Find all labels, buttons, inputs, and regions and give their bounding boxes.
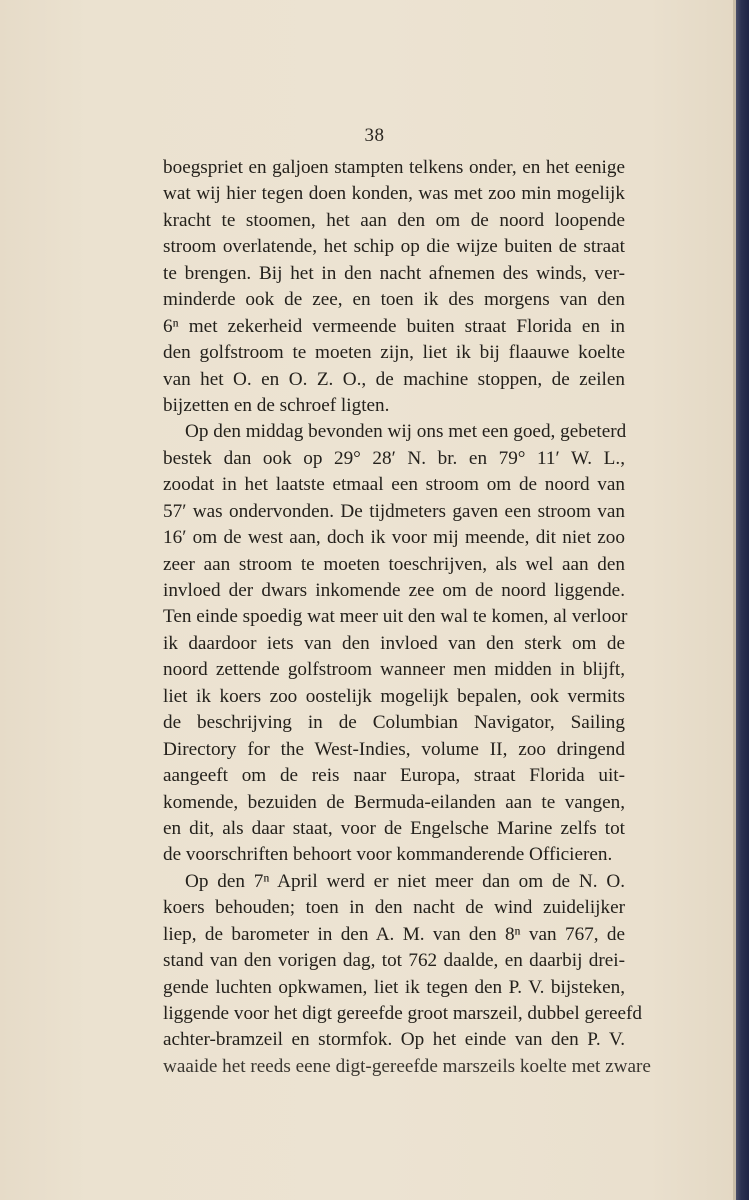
text-line: minderde ook de zee, en toen ik des morgens van den [163,289,625,311]
book-cover-edge [736,0,749,1200]
text-line: waaide het reeds eene digt-gereefde marszeils koelte met zware [163,1055,651,1077]
text-line: achter-bramzeil en stormfok. Op het einde van den P. V. [163,1029,625,1051]
text-line: aangeeft om de reis naar Europa, straat Florida uit- [163,765,625,787]
text-line: zoodat in het laatste etmaal een stroom om de noord van [163,474,625,496]
text-line: koers behouden; toen in den nacht de wind zuidelijker [163,897,625,919]
body-text [163,155,651,1080]
text-line: gende luchten opkwamen, liet ik tegen den P. V. bijsteken, [163,976,625,998]
page-number: 38 [364,125,385,146]
text-line: de voorschriften behoort voor kommanderende Officieren. [163,844,613,866]
text-line: te brengen. Bij het in den nacht afnemen des winds, ver- [163,262,625,284]
text-line: 6ⁿ met zekerheid vermeende buiten straat Florida en in [163,315,625,337]
text-line: stroom overlatende, het schip op die wijze buiten de straat [163,236,625,258]
text-line: ik daardoor iets van den invloed van den sterk om de [163,632,625,654]
text-line: 57′ was ondervonden. De tijdmeters gaven een stroom van [163,500,625,522]
text-line: de beschrijving in de Columbian Navigator, Sailing [163,712,625,734]
text-line: Directory for the West-Indies, volume II, zoo dringend [163,738,625,760]
text-line: liep, de barometer in den A. M. van den 8ⁿ van 767, de [163,923,625,945]
text-line: bestek dan ook op 29° 28′ N. br. en 79° 11′ W. L., [163,447,625,469]
text-line: stand van den vorigen dag, tot 762 daalde, en daarbij drei- [163,950,625,972]
text-line: boegspriet en galjoen stampten telkens onder, en het eenige [163,157,625,178]
text-line: wat wij hier tegen doen konden, was met zoo min mogelijk [163,183,625,205]
text-line: invloed der dwars inkomende zee om de noord liggende. [163,580,625,601]
text-line: den golfstroom te moeten zijn, liet ik bij flaauwe koelte [163,342,625,364]
text-line: noord zettende golfstroom wanneer men midden in blijft, [163,659,625,681]
text-line: Op den middag bevonden wij ons met een goed, gebeterd [185,421,627,443]
text-line: kracht te stoomen, het aan den om de noord loopende [163,209,625,231]
text-line: bijzetten en de schroef ligten. [163,394,390,416]
text-line: liet ik koers zoo oostelijk mogelijk bepalen, ook vermits [163,685,625,707]
text-line: van het O. en O. Z. O., de machine stoppen, de zeilen [163,368,625,390]
text-line: zeer aan stroom te moeten toeschrijven, als wel aan den [163,553,625,575]
text-line: Ten einde spoedig wat meer uit den wal te komen, al verloor [163,606,628,628]
text-line: 16′ om de west aan, doch ik voor mij meende, dit niet zoo [163,527,625,549]
text-line: en dit, als daar staat, voor de Engelsche Marine zelfs tot [163,817,625,839]
text-line: Op den 7ⁿ April werd er niet meer dan om de N. O. [185,870,625,892]
text-line: komende, bezuiden de Bermuda-eilanden aan te vangen, [163,791,625,813]
text-line: liggende voor het digt gereefde groot marszeil, dubbel gereefd [163,1003,642,1024]
